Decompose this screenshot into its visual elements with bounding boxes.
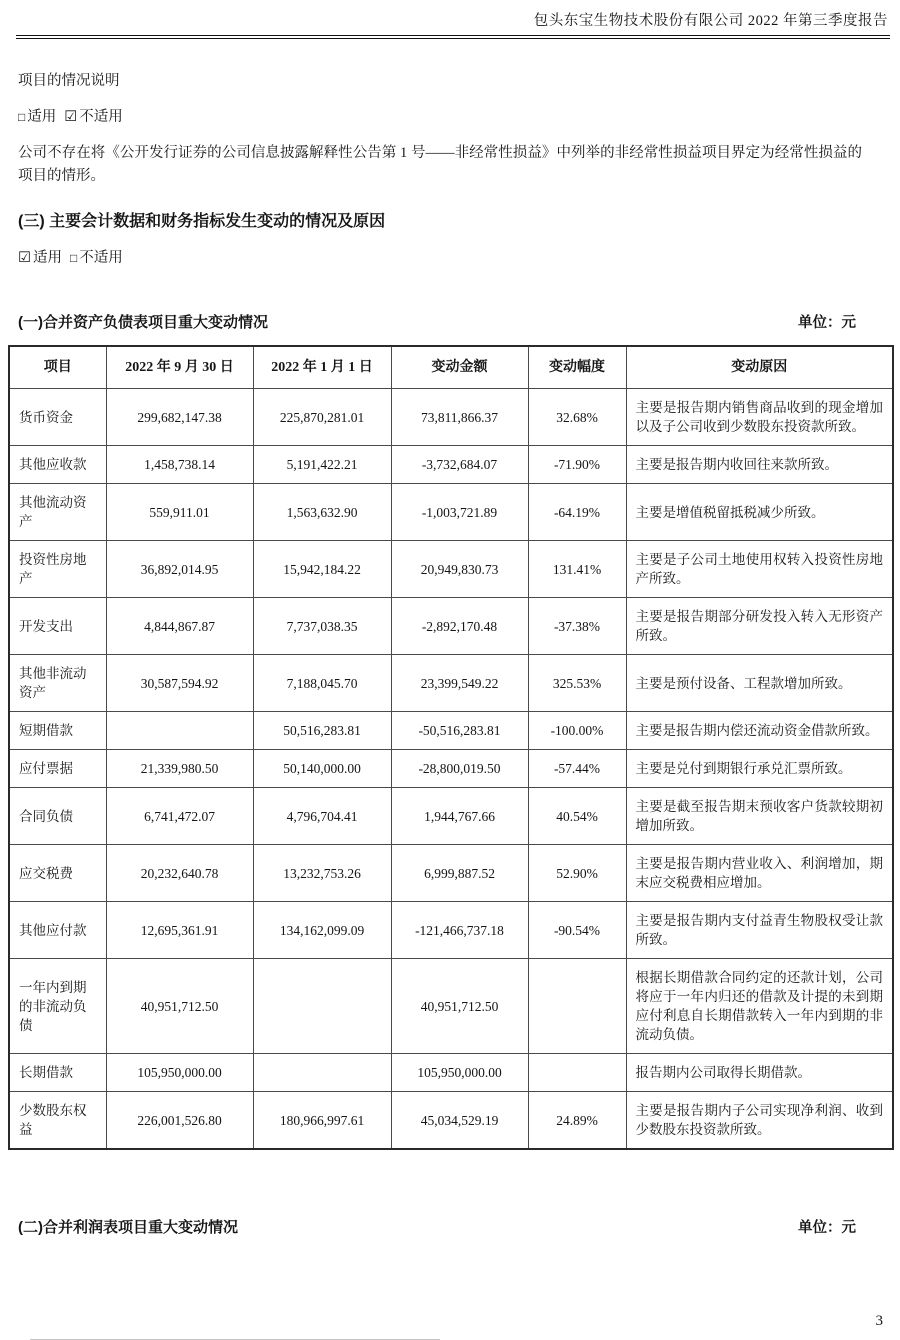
begin-balance-cell: 225,870,281.01 — [253, 389, 391, 446]
applicable-label: 适用 — [27, 109, 57, 125]
change-percent-cell: 131.41% — [528, 541, 626, 598]
report-header-title: 包头东宝生物技术股份有限公司 2022 年第三季度报告 — [533, 13, 888, 29]
item-cell: 应付票据 — [9, 750, 106, 788]
change-percent-cell: -37.38% — [528, 598, 626, 655]
end-balance-cell: 30,587,594.92 — [106, 655, 253, 712]
change-percent-cell: -64.19% — [528, 484, 626, 541]
reason-cell: 主要是报告期内收回往来款所致。 — [626, 446, 893, 484]
begin-balance-cell: 134,162,099.09 — [253, 902, 391, 959]
table-row — [9, 484, 893, 541]
change-amount-cell: -121,466,737.18 — [391, 902, 528, 959]
checkbox-unchecked-icon: □ — [70, 251, 78, 265]
item-cell: 其他非流动资产 — [9, 655, 106, 712]
item-cell: 长期借款 — [9, 1054, 106, 1092]
begin-balance-cell: 50,140,000.00 — [253, 750, 391, 788]
item-cell: 合同负债 — [9, 788, 106, 845]
applicability-line-1 — [18, 105, 862, 126]
item-cell: 少数股东权益 — [9, 1092, 106, 1150]
begin-balance-cell: 50,516,283.81 — [253, 712, 391, 750]
change-amount-cell: 23,399,549.22 — [391, 655, 528, 712]
table-row — [9, 712, 893, 750]
begin-balance-cell: 180,966,997.61 — [253, 1092, 391, 1150]
reason-cell: 主要是预付设备、工程款增加所致。 — [626, 655, 893, 712]
change-percent-cell: -90.54% — [528, 902, 626, 959]
applicable-label: 适用 — [33, 250, 62, 266]
reason-cell: 主要是报告期内偿还流动资金借款所致。 — [626, 712, 893, 750]
end-balance-cell: 1,458,738.14 — [106, 446, 253, 484]
table-row — [9, 598, 893, 655]
header-divider — [16, 35, 890, 39]
begin-balance-cell — [253, 1054, 391, 1092]
checkbox-checked-icon: ☑ — [64, 109, 78, 125]
change-amount-cell: -3,732,684.07 — [391, 446, 528, 484]
note-heading: 项目的情况说明 — [18, 73, 120, 89]
begin-balance-cell: 13,232,753.26 — [253, 845, 391, 902]
table-row — [9, 655, 893, 712]
change-percent-cell — [528, 959, 626, 1054]
item-cell: 短期借款 — [9, 712, 106, 750]
item-cell: 货币资金 — [9, 389, 106, 446]
balance-table-head — [9, 346, 893, 389]
change-amount-cell: -28,800,019.50 — [391, 750, 528, 788]
change-amount-cell: 20,949,830.73 — [391, 541, 528, 598]
change-percent-cell: 325.53% — [528, 655, 626, 712]
not-applicable-label: 不适用 — [79, 250, 123, 266]
page-content — [0, 69, 900, 1237]
column-header: 项目 — [9, 346, 106, 389]
end-balance-cell: 4,844,867.87 — [106, 598, 253, 655]
end-balance-cell: 12,695,361.91 — [106, 902, 253, 959]
reason-cell: 主要是报告期内营业收入、利润增加，期末应交税费相应增加。 — [626, 845, 893, 902]
reason-cell: 主要是兑付到期银行承兑汇票所致。 — [626, 750, 893, 788]
table-row — [9, 1054, 893, 1092]
section-3-heading: (三) 主要会计数据和财务指标发生变动的情况及原因 — [18, 213, 386, 230]
change-percent-cell: 52.90% — [528, 845, 626, 902]
change-amount-cell: 73,811,866.37 — [391, 389, 528, 446]
begin-balance-cell: 15,942,184.22 — [253, 541, 391, 598]
table-header-row — [9, 346, 893, 389]
table-row — [9, 446, 893, 484]
change-percent-cell: 32.68% — [528, 389, 626, 446]
column-header: 变动幅度 — [528, 346, 626, 389]
reason-cell: 主要是增值税留抵税减少所致。 — [626, 484, 893, 541]
column-header: 变动原因 — [626, 346, 893, 389]
unit-label: 单位：元 — [798, 1220, 856, 1236]
change-amount-cell: 6,999,887.52 — [391, 845, 528, 902]
reason-cell: 报告期内公司取得长期借款。 — [626, 1054, 893, 1092]
end-balance-cell: 559,911.01 — [106, 484, 253, 541]
table-row — [9, 389, 893, 446]
table-row — [9, 750, 893, 788]
table-row — [9, 845, 893, 902]
table-row — [9, 1092, 893, 1150]
end-balance-cell: 21,339,980.50 — [106, 750, 253, 788]
end-balance-cell: 226,001,526.80 — [106, 1092, 253, 1150]
table-row — [9, 541, 893, 598]
column-header: 2022 年 9 月 30 日 — [106, 346, 253, 389]
end-balance-cell: 299,682,147.38 — [106, 389, 253, 446]
reason-cell: 主要是截至报告期末预收客户货款较期初增加所致。 — [626, 788, 893, 845]
end-balance-cell: 40,951,712.50 — [106, 959, 253, 1054]
reason-cell: 主要是子公司土地使用权转入投资性房地产所致。 — [626, 541, 893, 598]
table-row — [9, 959, 893, 1054]
change-amount-cell: 45,034,529.19 — [391, 1092, 528, 1150]
item-cell: 应交税费 — [9, 845, 106, 902]
column-header: 2022 年 1 月 1 日 — [253, 346, 391, 389]
end-balance-cell: 36,892,014.95 — [106, 541, 253, 598]
item-cell: 其他应付款 — [9, 902, 106, 959]
income-table-title-row — [18, 1216, 862, 1237]
income-table-title: (二)合并利润表项目重大变动情况 — [18, 1219, 238, 1236]
item-cell: 开发支出 — [9, 598, 106, 655]
unit-label: 单位：元 — [798, 315, 856, 331]
item-cell: 其他应收款 — [9, 446, 106, 484]
change-amount-cell: 1,944,767.66 — [391, 788, 528, 845]
end-balance-cell: 20,232,640.78 — [106, 845, 253, 902]
balance-table-body — [9, 389, 893, 1150]
end-balance-cell: 6,741,472.07 — [106, 788, 253, 845]
change-amount-cell: -2,892,170.48 — [391, 598, 528, 655]
balance-table-title: (一)合并资产负债表项目重大变动情况 — [18, 314, 268, 331]
balance-table-title-row — [18, 311, 862, 332]
begin-balance-cell: 7,737,038.35 — [253, 598, 391, 655]
begin-balance-cell: 4,796,704.41 — [253, 788, 391, 845]
change-percent-cell: -57.44% — [528, 750, 626, 788]
reason-cell: 主要是报告期部分研发投入转入无形资产所致。 — [626, 598, 893, 655]
change-percent-cell — [528, 1054, 626, 1092]
item-cell: 投资性房地产 — [9, 541, 106, 598]
item-cell: 一年内到期的非流动负债 — [9, 959, 106, 1054]
begin-balance-cell: 7,188,045.70 — [253, 655, 391, 712]
balance-table — [8, 345, 894, 1150]
change-amount-cell: 40,951,712.50 — [391, 959, 528, 1054]
reason-cell: 主要是报告期内子公司实现净利润、收到少数股东投资款所致。 — [626, 1092, 893, 1150]
checkbox-checked-icon: ☑ — [18, 250, 31, 266]
change-percent-cell: -71.90% — [528, 446, 626, 484]
table-row — [9, 902, 893, 959]
end-balance-cell — [106, 712, 253, 750]
not-applicable-label: 不适用 — [79, 109, 123, 125]
column-header: 变动金额 — [391, 346, 528, 389]
end-balance-cell: 105,950,000.00 — [106, 1054, 253, 1092]
item-cell: 其他流动资产 — [9, 484, 106, 541]
non-recurring-statement: 公司不存在将《公开发行证券的公司信息披露解释性公告第 1 号——非经常性损益》中列举的非经常性损益项目界定为经常性损益的项目的情形。 — [18, 145, 862, 184]
change-percent-cell: 24.89% — [528, 1092, 626, 1150]
change-amount-cell: -50,516,283.81 — [391, 712, 528, 750]
change-amount-cell: 105,950,000.00 — [391, 1054, 528, 1092]
change-percent-cell: 40.54% — [528, 788, 626, 845]
begin-balance-cell: 5,191,422.21 — [253, 446, 391, 484]
begin-balance-cell: 1,563,632.90 — [253, 484, 391, 541]
applicability-line-2 — [18, 246, 862, 267]
change-percent-cell: -100.00% — [528, 712, 626, 750]
reason-cell: 主要是报告期内支付益青生物股权受让款所致。 — [626, 902, 893, 959]
change-amount-cell: -1,003,721.89 — [391, 484, 528, 541]
begin-balance-cell — [253, 959, 391, 1054]
reason-cell: 主要是报告期内销售商品收到的现金增加以及子公司收到少数股东投资款所致。 — [626, 389, 893, 446]
checkbox-unchecked-icon: □ — [18, 110, 26, 124]
table-row — [9, 788, 893, 845]
page-number: 3 — [875, 1313, 883, 1329]
reason-cell: 根据长期借款合同约定的还款计划，公司将应于一年内归还的借款及计提的未到期应付利息自长期借款转入一年内到期的非流动负债。 — [626, 959, 893, 1054]
